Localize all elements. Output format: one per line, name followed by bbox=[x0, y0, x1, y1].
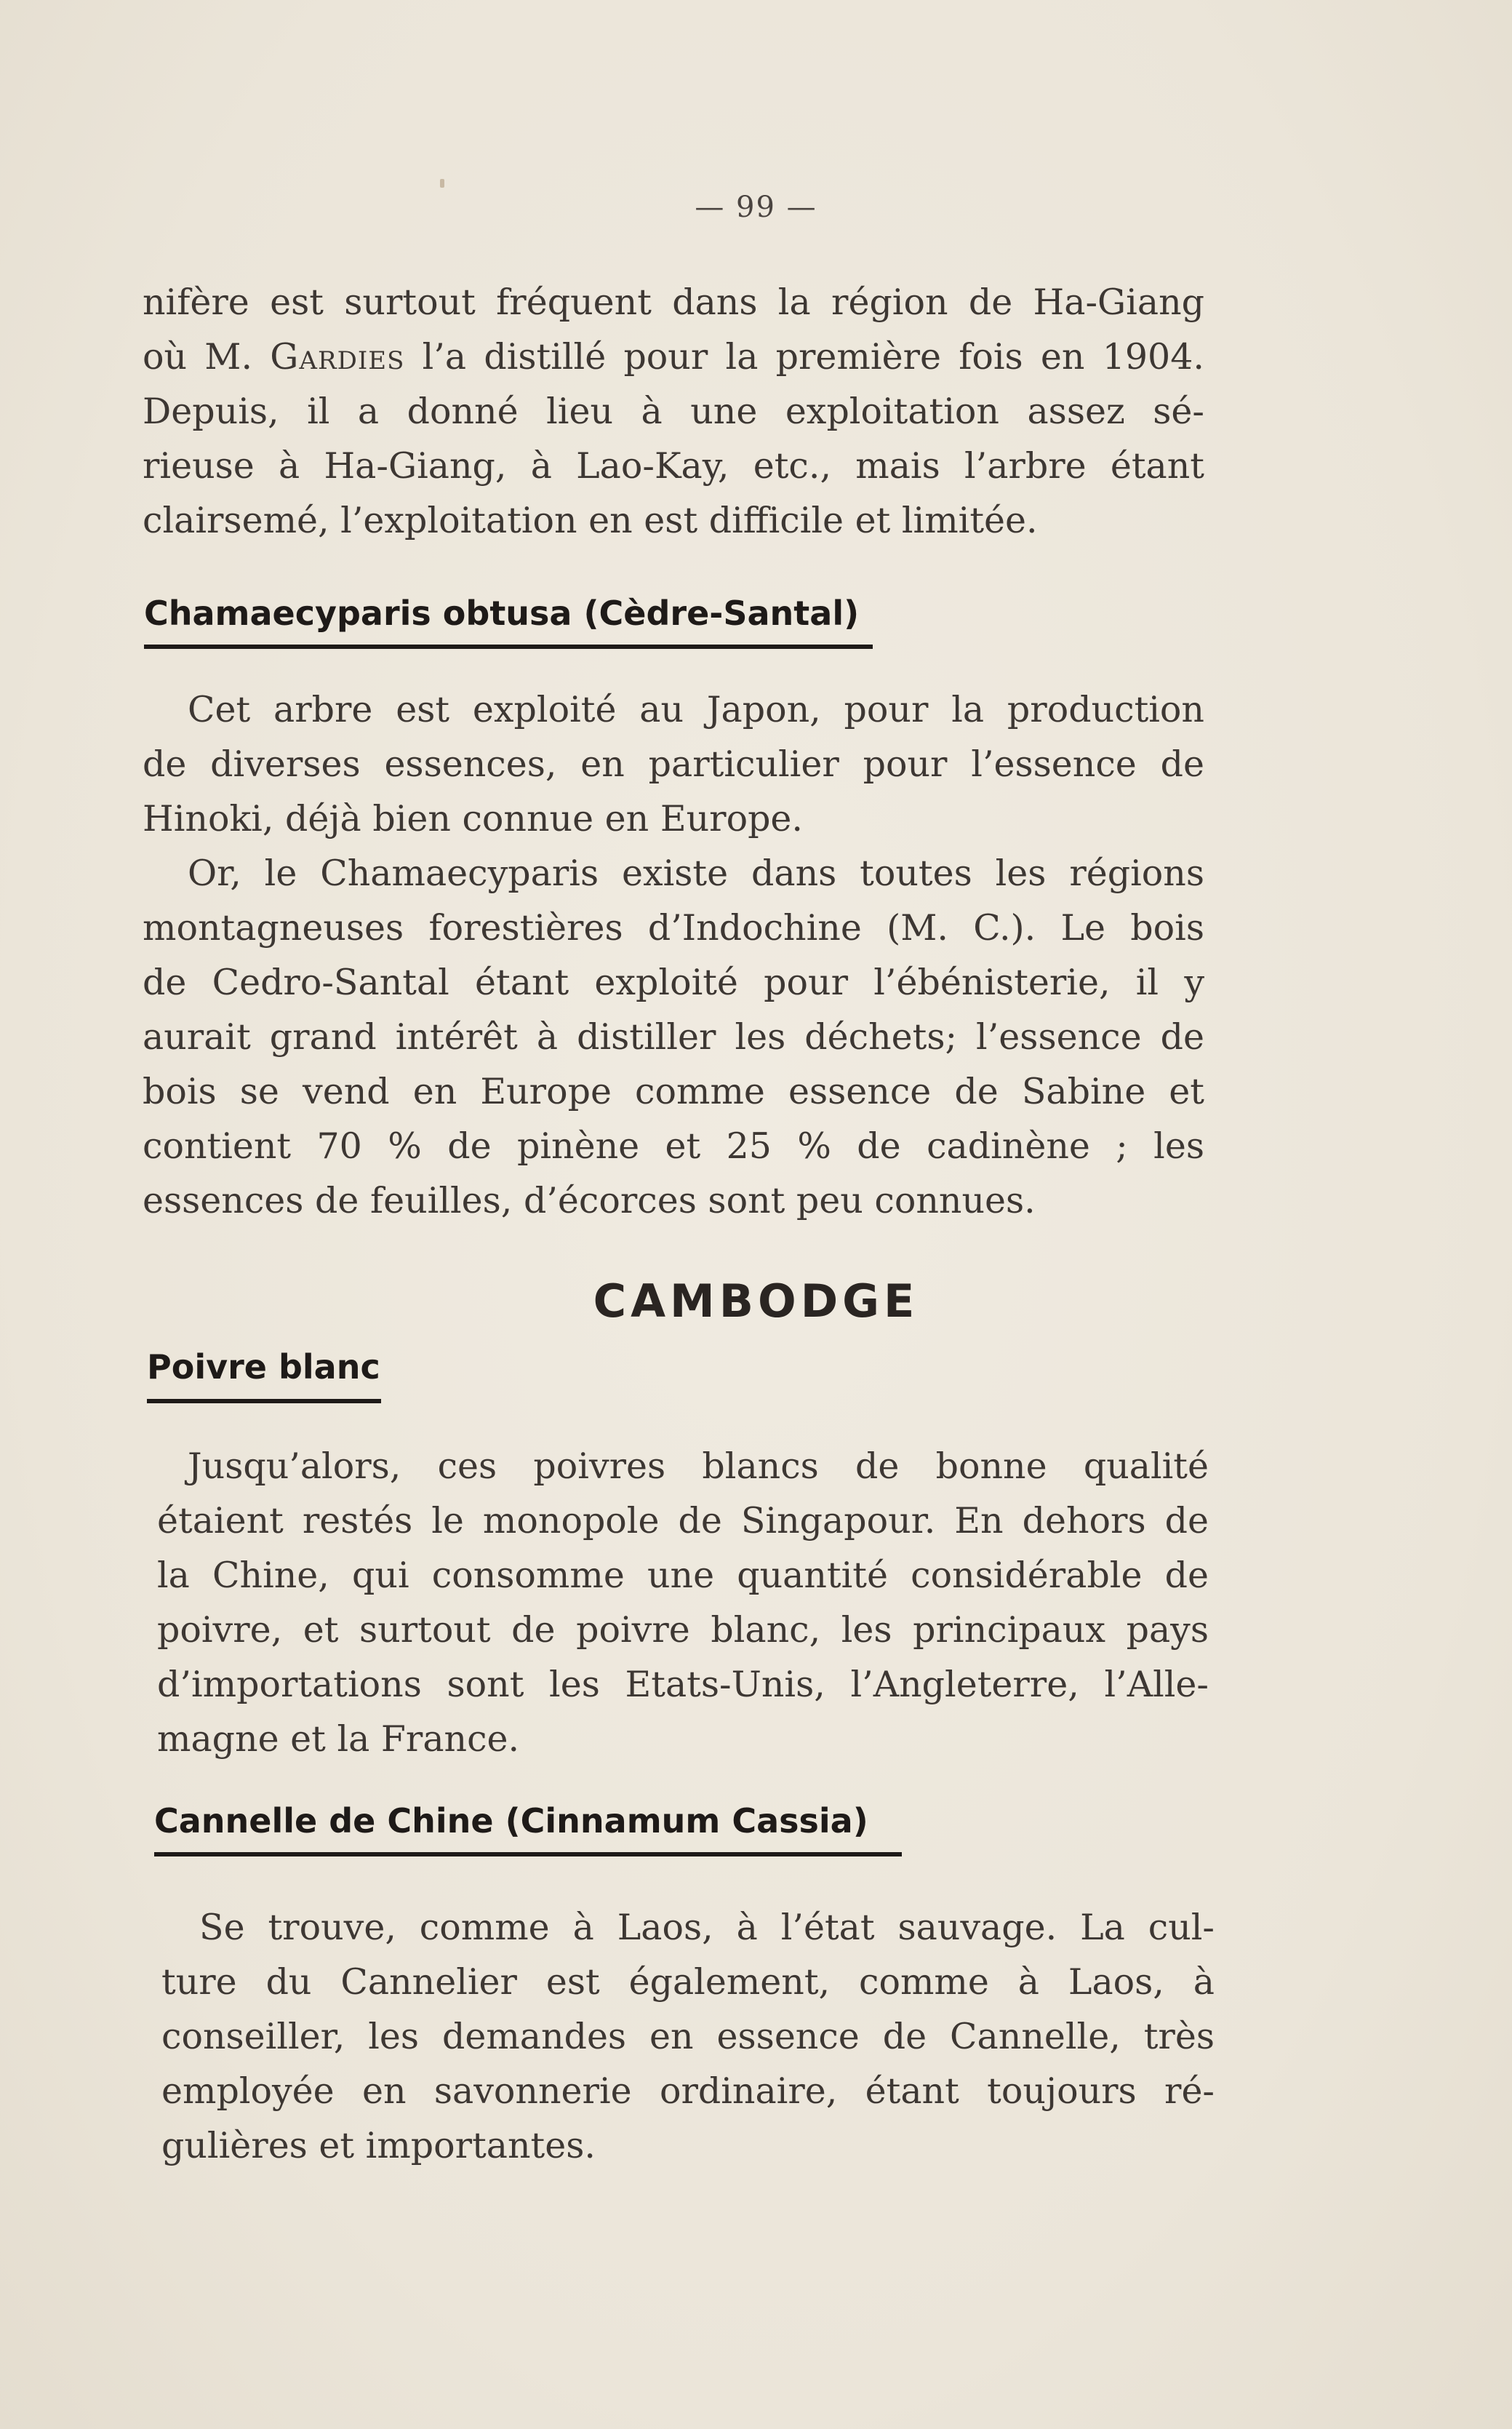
text-line: Depuis, il a donné lieu à une exploitation assez sé- bbox=[143, 391, 1204, 432]
text-line: conseiller, les demandes en essence de Cannelle, très bbox=[161, 2016, 1215, 2057]
text-line: employée en savonnerie ordinaire, étant toujours ré- bbox=[161, 2070, 1215, 2112]
intro-paragraph bbox=[143, 275, 1204, 548]
section-heading-cannelle: Cannelle de Chine (Cinnamum Cassia) bbox=[154, 1801, 868, 1840]
text-line: la Chine, qui consomme une quantité considérable de bbox=[157, 1555, 1209, 1596]
text-line: ture du Cannelier est également, comme à Laos, à bbox=[161, 1961, 1215, 2003]
text-line: montagneuses forestières d’Indochine (M. C.). Le bois bbox=[143, 907, 1204, 949]
text-line: Hinoki, déjà bien connue en Europe. bbox=[143, 798, 804, 839]
text-line: étaient restés le monopole de Singapour. En dehors de bbox=[157, 1500, 1209, 1541]
text-line: Cet arbre est exploité au Japon, pour la production bbox=[188, 689, 1204, 730]
text-line: Se trouve, comme à Laos, à l’état sauvage. La cul- bbox=[199, 1907, 1215, 1948]
page-number: — 99 — bbox=[695, 191, 817, 224]
text-line: de Cedro-Santal étant exploité pour l’ébénisterie, il y bbox=[143, 962, 1204, 1003]
text-line: d’importations sont les Etats-Unis, l’Angleterre, l’Alle- bbox=[157, 1664, 1209, 1705]
text-line: Or, le Chamaecyparis existe dans toutes les régions bbox=[188, 853, 1204, 894]
text-line: bois se vend en Europe comme essence de Sabine et bbox=[143, 1071, 1204, 1112]
heading-underline bbox=[144, 645, 873, 649]
heading-underline bbox=[154, 1852, 902, 1856]
text-line: nifère est surtout fréquent dans la région de Ha-Giang bbox=[143, 282, 1204, 323]
text-line: contient 70 % de pinène et 25 % de cadinène ; les bbox=[143, 1125, 1204, 1167]
text-line: poivre, et surtout de poivre blanc, les principaux pays bbox=[157, 1609, 1209, 1651]
paper-speck bbox=[440, 179, 444, 188]
text-line: de diverses essences, en particulier pour l’essence de bbox=[143, 743, 1204, 785]
text-line: gulières et importantes. bbox=[161, 2125, 596, 2166]
text-fragment: où M. bbox=[143, 336, 271, 378]
author-name: Gardies bbox=[270, 336, 405, 378]
text-fragment: l’a distillé pour la première fois en 1904. bbox=[404, 336, 1204, 378]
text-line: magne et la France. bbox=[157, 1718, 520, 1760]
text-line: Jusqu’alors, ces poivres blancs de bonne qualité bbox=[188, 1445, 1209, 1487]
text-line bbox=[143, 330, 1204, 384]
section-heading-chamaecyparis: Chamaecyparis obtusa (Cèdre-Santal) bbox=[144, 594, 860, 633]
section-heading-poivre: Poivre blanc bbox=[147, 1347, 380, 1387]
text-line: rieuse à Ha-Giang, à Lao-Kay, etc., mais l’arbre étant bbox=[143, 445, 1204, 487]
cannelle-paragraph bbox=[161, 1900, 1215, 2173]
text-line: clairsemé, l’exploitation en est difficile et limitée. bbox=[143, 500, 1038, 541]
section-title-cambodge: CAMBODGE bbox=[593, 1275, 919, 1328]
text-line: aurait grand intérêt à distiller les déchets; l’essence de bbox=[143, 1016, 1204, 1058]
heading-underline bbox=[147, 1399, 381, 1403]
poivre-paragraph bbox=[157, 1439, 1209, 1766]
chamaecyparis-paragraph bbox=[143, 682, 1204, 1228]
text-line: essences de feuilles, d’écorces sont peu connues. bbox=[143, 1180, 1036, 1221]
